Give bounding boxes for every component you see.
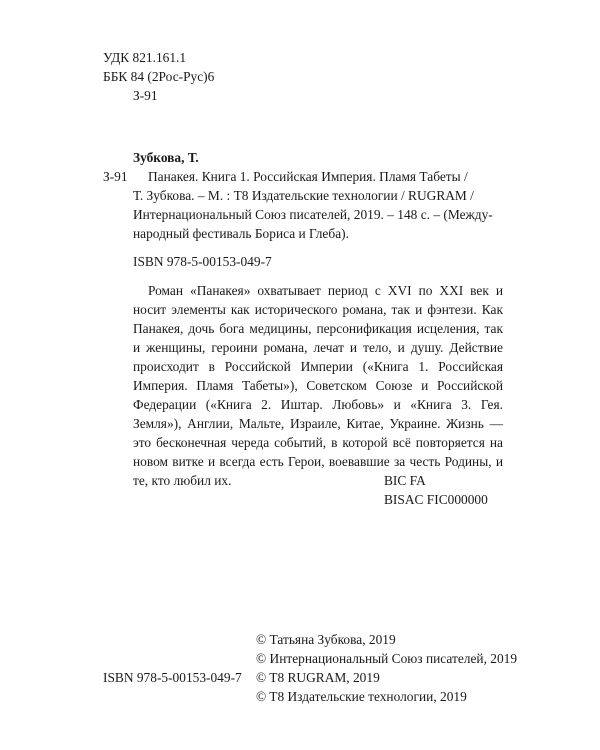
- abstract-line: происходит в Российской Империи («Книга 1. Российская: [133, 359, 503, 374]
- abstract-line: и женщины, героини романа, лечат и тело, и душу. Действие: [133, 340, 503, 355]
- book-abstract: [133, 281, 503, 490]
- subject-codes: [384, 471, 488, 509]
- isbn-number: ISBN 978-5-00153-049-7: [133, 254, 272, 269]
- abstract-line: носит элементы как исторического романа, так и фэнтези. Как: [133, 302, 503, 317]
- bbk-code: ББК 84 (2Рос-Рус)6: [103, 69, 215, 84]
- copyright-block: [256, 630, 517, 706]
- copyright-line: © T8 RUGRAM, 2019: [256, 670, 380, 685]
- abstract-line: Империя. Пламя Табеты»), Советском Союзе и Российской: [133, 378, 503, 393]
- description-line: Интернациональный Союз писателей, 2019. – 148 с. – (Между-: [133, 207, 493, 222]
- description-line: Панакея. Книга 1. Российская Империя. Пламя Табеты /: [148, 169, 468, 184]
- bic-code: BIC FA: [384, 473, 426, 488]
- udk-code: УДК 821.161.1: [103, 50, 187, 65]
- classification-block: [103, 48, 214, 105]
- description-line: народный фестиваль Бориса и Глеба).: [133, 226, 349, 241]
- author-mark-code: З-91: [133, 88, 158, 103]
- description-line: Т. Зубкова. – М. : T8 Издательские технологии / RUGRAM /: [133, 188, 474, 203]
- footer-isbn: ISBN 978-5-00153-049-7: [103, 670, 242, 685]
- bibliographic-description: [133, 167, 503, 243]
- entry-author-mark: З-91: [103, 169, 128, 184]
- abstract-line: это бесконечная череда событий, в которой всё повторяется на: [133, 435, 503, 450]
- author-name: Зубкова, Т.: [133, 150, 199, 165]
- bisac-code: BISAC FIC000000: [384, 492, 488, 507]
- copyright-line: © T8 Издательские технологии, 2019: [256, 689, 467, 704]
- abstract-line: Роман «Панакея» охватывает период с XVI по XXI век и: [148, 283, 503, 298]
- abstract-line: Панакея, дочь бога медицины, персонификация исцеления, так: [133, 321, 503, 336]
- copyright-line: © Татьяна Зубкова, 2019: [256, 632, 396, 647]
- copyright-line: © Интернациональный Союз писателей, 2019: [256, 651, 518, 666]
- abstract-line: новом витке и всегда есть Герои, воевавшие за честь Родины, и: [133, 454, 503, 469]
- abstract-line: Федерации («Книга 2. Иштар. Любовь» и «Книга 3. Гея.: [133, 397, 503, 412]
- abstract-line: те, кто любил их.: [133, 473, 232, 488]
- abstract-line: Земля»), Англии, Мальте, Израиле, Китае, Украине. Жизнь —: [133, 416, 503, 431]
